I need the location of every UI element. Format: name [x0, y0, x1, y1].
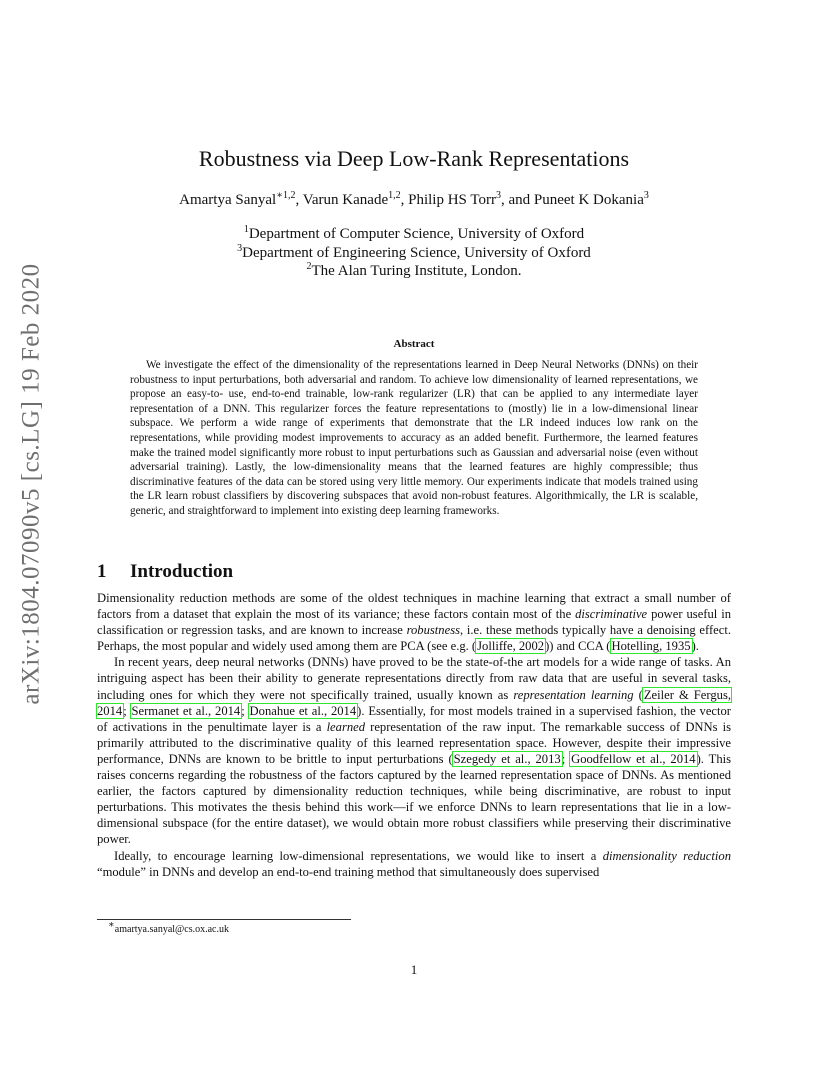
text-run: )) and CCA (: [545, 639, 611, 654]
affiliation-3-mark: 3: [237, 243, 243, 254]
paragraph-1: [97, 590, 731, 654]
section-title: Introduction: [130, 561, 234, 582]
footnote-mark: ∗: [108, 919, 115, 931]
author-affiliation-mark: 1,2: [388, 190, 401, 201]
text-run: Ideally, to encourage learning low-dimensional representations, we would like to insert a: [114, 848, 603, 863]
citation-link[interactable]: Szegedy et al., 2013: [453, 751, 561, 766]
text-run: ;: [241, 703, 249, 718]
emphasis-text: dimensionality reduction: [602, 848, 731, 863]
text-run: power useful in classification or regression tasks, and are known to increase: [97, 607, 731, 638]
author-separator: , and: [500, 192, 534, 208]
author-affiliation-mark: 3: [643, 190, 649, 201]
author-list: [0, 192, 828, 209]
affiliation-1: [0, 226, 828, 243]
affiliation-1-text: Department of Computer Science, University of Oxford: [248, 226, 585, 242]
paper-title: Robustness via Deep Low-Rank Representations: [198, 146, 630, 171]
citation-link[interactable]: Hotelling, 1935: [611, 639, 691, 654]
text-run: ).: [691, 639, 699, 654]
affiliation-1-mark: 1: [243, 224, 249, 235]
emphasis-text: learned: [326, 719, 366, 734]
affiliation-2: [0, 263, 828, 280]
author-name: Philip HS Torr: [408, 192, 496, 208]
paragraph-3: [97, 848, 731, 880]
text-run: representation of the raw input. The remarkable success of DNNs is primarily attributed to the discriminative quality of this learned representation space. However, despite their impressive performance, DNNs are known to be brittle to input perturbations (: [97, 719, 731, 766]
citation-link[interactable]: Zeiler & Fergus, 2014: [97, 687, 731, 718]
text-run: ). Essentially, for most models trained in a supervised fashion, the vector of activations in the penultimate layer is a: [97, 703, 731, 734]
author-name: Varun Kanade: [302, 192, 389, 208]
affiliation-3: [0, 245, 828, 262]
author-name: Puneet K Dokania: [533, 192, 644, 208]
abstract-text: We investigate the effect of the dimensionality of the representations learned in Deep Neural Networks (DNNs) on their robustness to input perturbations, both adversarial and random. To achieve low dimensionality of learned representations, we propose an easy-to- use, end-to-end trainable, low-rank regularizer (LR) that can be applied to any intermediate layer representation of a DNN. This regularizer forces the feature representations to (mostly) lie in a low-dimensional linear subspace. We perform a wide range of experiments that demonstrate that the LR indeed induces low rank on the representations, while providing modest improvements to accuracy as an added benefit. Furthermore, the learned features make the trained model significantly more robust to input perturbations such as Gaussian and adversarial noise (even without adversarial training). Lastly, the low-dimensionality means that the learned features are highly compressible; thus discriminative features of the data can be stored using very little memory. Our experiments indicate that models trained using the LR learn robust classifiers by discovering subspaces that avoid non-robust features. Algorithmically, the LR is scalable, generic, and straightforward to implement into existing deep learning frameworks.: [130, 359, 698, 517]
section-number: 1: [97, 561, 107, 582]
footnote-rule: [97, 919, 351, 920]
author-affiliation-mark: ∗1,2: [276, 190, 296, 201]
text-run: (: [633, 687, 643, 702]
paragraph-2: [97, 654, 731, 847]
footnote-email: amartya.sanyal@cs.ox.ac.uk: [114, 924, 229, 935]
author-name: Amartya Sanyal: [179, 192, 277, 208]
emphasis-text: robustness: [406, 623, 460, 638]
citation-link[interactable]: Sermanet et al., 2014: [131, 703, 241, 718]
abstract-heading: Abstract: [393, 338, 435, 350]
author-separator: ,: [295, 192, 303, 208]
citation-link[interactable]: Goodfellow et al., 2014: [571, 751, 696, 766]
text-run: Dimensionality reduction methods are some of the oldest techniques in machine learning that extract a small number of factors from a dataset that explain the most of its variance; these factors contain most of the: [97, 591, 731, 622]
footnote: [108, 919, 229, 935]
page-number: 1: [410, 962, 418, 977]
text-run: ;: [123, 703, 131, 718]
author-separator: ,: [400, 192, 409, 208]
arxiv-identifier-text: arXiv:1804.07090v5 [cs.LG] 19 Feb 2020: [18, 263, 46, 705]
emphasis-text: representation learning: [513, 687, 634, 702]
affiliation-3-text: Department of Engineering Science, University of Oxford: [242, 245, 591, 261]
text-run: In recent years, deep neural networks (DNNs) have proved to be the state-of-the art models for a wide range of tasks. An intriguing aspect has been their ability to generate representations directly from raw data that are useful in several tasks, including ones for which they were not specifically trained, usually known as: [97, 655, 731, 702]
citation-link[interactable]: Donahue et al., 2014: [249, 703, 357, 718]
text-run: ). This raises concerns regarding the robustness of the factors captured by the learned representation space of DNNs. As mentioned earlier, the factors captured by dimensionality reduction techniques, while being discriminative, are robust to input perturbations. This motivates the thesis behind this work—if we enforce DNNs to learn representations that lie in a low-dimensional subspace (for the entire dataset), we would obtain more robust classifiers while preserving their discriminative power.: [97, 751, 732, 847]
affiliation-2-mark: 2: [306, 261, 312, 272]
text-run: ;: [561, 751, 571, 766]
text-run: , i.e. these methods typically have a denoising effect. Perhaps, the most popular and widely used among them are PCA (see e.g. (: [97, 623, 731, 654]
text-run: “module” in DNNs and develop an end-to-end training method that simultaneously does supervised: [97, 864, 600, 879]
section-body: [97, 590, 731, 880]
affiliation-2-text: The Alan Turing Institute, London.: [311, 263, 522, 279]
citation-link[interactable]: Jolliffe, 2002: [477, 639, 545, 654]
emphasis-text: discriminative: [575, 607, 648, 622]
author-affiliation-mark: 3: [495, 190, 501, 201]
section-heading: [97, 561, 233, 583]
